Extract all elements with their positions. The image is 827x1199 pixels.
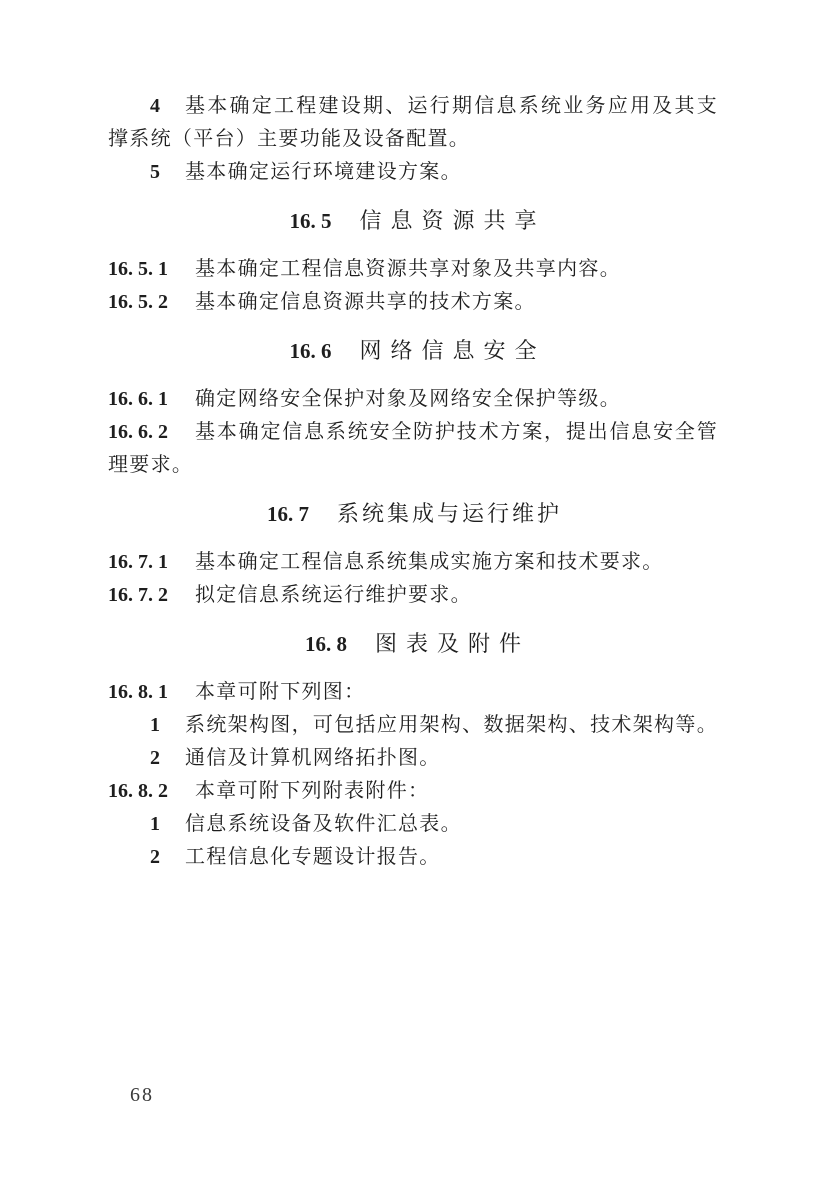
- clause-text: 确定网络安全保护对象及网络安全保护等级。: [195, 388, 621, 410]
- section-title: 系统集成与运行维护: [336, 501, 562, 526]
- clause-continuation-line: [108, 449, 718, 482]
- clause-number: 16. 5. 2: [108, 291, 168, 313]
- clause-text: 基本确定工程信息系统集成实施方案和技术要求。: [195, 551, 664, 573]
- list-item: [108, 709, 718, 742]
- clause-number: 16. 6. 2: [108, 421, 168, 443]
- page-number: 68: [130, 1084, 154, 1106]
- item-number: 1: [150, 813, 160, 835]
- item-continuation-line: [108, 123, 718, 156]
- clause-16-8-2: [108, 775, 718, 808]
- clause-number: 16. 7. 2: [108, 584, 168, 606]
- item-text: 基本确定工程建设期、运行期信息系统业务应用及其支: [185, 95, 718, 117]
- clause-16-8-1: [108, 676, 718, 709]
- item-text: 基本确定运行环境建设方案。: [185, 161, 462, 183]
- item-number: 2: [150, 846, 160, 868]
- clause-16-7-1: [108, 546, 718, 579]
- item-text-continued: 撑系统（平台）主要功能及设备配置。: [108, 128, 471, 150]
- clause-text: 基本确定工程信息资源共享对象及共享内容。: [195, 258, 621, 280]
- clause-number: 16. 8. 2: [108, 780, 168, 802]
- section-number: 16. 7: [266, 502, 309, 526]
- section-title: 图表及附件: [374, 631, 530, 656]
- item-text: 工程信息化专题设计报告。: [185, 846, 441, 868]
- list-item-5: [108, 156, 718, 189]
- section-number: 16. 6: [289, 339, 332, 363]
- clause-number: 16. 6. 1: [108, 388, 168, 410]
- item-text: 信息系统设备及软件汇总表。: [185, 813, 462, 835]
- list-item: [108, 841, 718, 874]
- clause-number: 16. 7. 1: [108, 551, 168, 573]
- clause-text: 拟定信息系统运行维护要求。: [195, 584, 472, 606]
- clause-16-5-2: [108, 286, 718, 319]
- clause-16-7-2: [108, 579, 718, 612]
- clause-16-6-1: [108, 383, 718, 416]
- clause-16-5-1: [108, 253, 718, 286]
- item-text: 通信及计算机网络拓扑图。: [185, 747, 441, 769]
- clause-number: 16. 5. 1: [108, 258, 168, 280]
- item-text: 系统架构图，可包括应用架构、数据架构、技术架构等。: [185, 714, 718, 736]
- clause-text: 基本确定信息系统安全防护技术方案，提出信息安全管: [195, 421, 718, 443]
- item-number: 1: [150, 714, 160, 736]
- item-number: 5: [150, 161, 160, 183]
- section-heading-16-8: [108, 627, 718, 660]
- item-number: 4: [150, 95, 160, 117]
- clause-text: 基本确定信息资源共享的技术方案。: [195, 291, 536, 313]
- clause-text-continued: 理要求。: [108, 454, 194, 476]
- list-item: [108, 742, 718, 775]
- document-body: [108, 90, 718, 874]
- list-item-4: [108, 90, 718, 123]
- item-number: 2: [150, 747, 160, 769]
- clause-number: 16. 8. 1: [108, 681, 168, 703]
- clause-text: 本章可附下列附表附件：: [195, 780, 430, 802]
- clause-text: 本章可附下列图：: [195, 681, 366, 703]
- section-number: 16. 5: [289, 209, 332, 233]
- list-item: [108, 808, 718, 841]
- section-number: 16. 8: [304, 632, 347, 656]
- section-heading-16-6: [108, 334, 718, 367]
- clause-16-6-2: [108, 416, 718, 449]
- section-heading-16-5: [108, 204, 718, 237]
- section-heading-16-7: [108, 497, 718, 530]
- section-title: 信息资源共享: [359, 208, 546, 233]
- section-title: 网络信息安全: [359, 338, 546, 363]
